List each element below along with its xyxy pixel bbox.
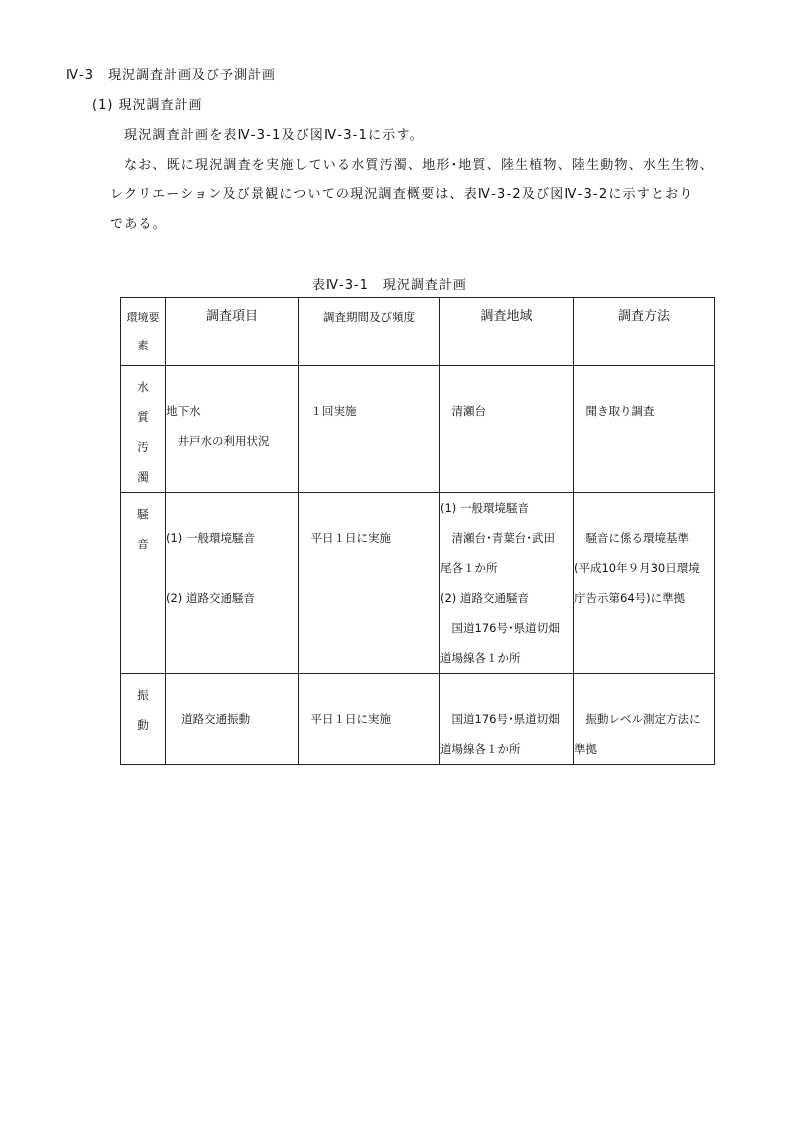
element-char: 振	[137, 688, 149, 702]
cell-line: 平日１日に実施	[299, 531, 391, 545]
cell-line: (2) 道路交通騒音	[166, 591, 255, 605]
cell-line	[166, 674, 298, 704]
paragraph-line: なお、既に現況調査を実施している水質汚濁、地形･地質、陸生植物、陸生動物、水生生物、	[124, 158, 714, 173]
cell-line	[299, 456, 439, 486]
cell-line: 騒音に係る環境基準	[574, 531, 689, 545]
cell-line: 振動レベル測定方法に	[574, 712, 701, 726]
header-item: 調査項目	[166, 298, 299, 366]
cell-line	[574, 643, 714, 673]
header-element	[121, 298, 166, 366]
table-row	[121, 674, 715, 765]
cell-line: 道場線各１か所	[440, 742, 521, 756]
cell-line	[166, 734, 298, 764]
cell-line: (平成10年９月30日環境	[574, 561, 700, 575]
cell-element	[121, 493, 166, 674]
cell-area	[440, 674, 574, 765]
cell-line	[299, 553, 439, 583]
cell-line	[299, 734, 439, 764]
cell-item	[166, 366, 299, 493]
cell-line	[299, 613, 439, 643]
cell-line: 地下水	[166, 404, 201, 418]
cell-line: 庁告示第64号)に準拠	[574, 591, 686, 605]
cell-item	[166, 493, 299, 674]
header-method: 調査方法	[574, 298, 715, 366]
cell-line	[166, 456, 298, 486]
cell-line: (1) 一般環境騒音	[166, 531, 255, 545]
cell-line: (1) 一般環境騒音	[440, 501, 529, 515]
header-element-line: 環境要	[126, 311, 160, 324]
element-char: 動	[137, 718, 149, 732]
cell-line	[574, 426, 714, 456]
cell-line: 道場線各１か所	[440, 651, 521, 665]
cell-element	[121, 674, 166, 765]
cell-line	[574, 456, 714, 486]
cell-line: 平日１日に実施	[299, 712, 391, 726]
cell-line: 聞き取り調査	[574, 404, 655, 418]
cell-line: (2) 道路交通騒音	[440, 591, 529, 605]
section-heading: Ⅳ-3 現況調査計画及び予測計画	[66, 68, 276, 83]
cell-line	[166, 493, 298, 523]
cell-line: 井戸水の利用状況	[166, 434, 270, 448]
header-period: 調査期間及び頻度	[299, 298, 440, 366]
cell-line	[574, 493, 714, 523]
paragraph-line: 現況調査計画を表Ⅳ-3-1及び図Ⅳ-3-1に示す。	[124, 128, 424, 143]
cell-item	[166, 674, 299, 765]
cell-period	[299, 366, 440, 493]
cell-line: 清瀬台	[440, 404, 486, 418]
cell-line	[440, 456, 573, 486]
cell-line	[299, 643, 439, 673]
cell-line	[299, 583, 439, 613]
cell-method	[574, 366, 715, 493]
header-area: 調査地域	[440, 298, 574, 366]
header-element-line: 素	[137, 339, 149, 352]
cell-element	[121, 366, 166, 493]
cell-line	[166, 613, 298, 643]
element-char: 音	[137, 537, 149, 551]
sub-heading: (1) 現況調査計画	[92, 98, 203, 113]
cell-line	[299, 493, 439, 523]
cell-line	[166, 643, 298, 673]
cell-line: 国道176号･県道切畑	[440, 712, 560, 726]
cell-line: 道路交通振動	[166, 712, 251, 726]
cell-line	[574, 674, 714, 704]
cell-area	[440, 493, 574, 674]
cell-line: 尾各１か所	[440, 561, 498, 575]
cell-line	[440, 366, 573, 396]
cell-line: １回実施	[299, 404, 357, 418]
cell-line	[440, 426, 573, 456]
survey-plan-table	[120, 297, 715, 765]
cell-line	[166, 366, 298, 396]
cell-line	[440, 674, 573, 704]
paragraph-line: レクリエーション及び景観についての現況調査概要は、表Ⅳ-3-2及び図Ⅳ-3-2に示すとおり	[110, 187, 694, 202]
cell-line	[299, 674, 439, 704]
cell-line	[299, 366, 439, 396]
element-char: 汚	[137, 440, 149, 454]
paragraph-line: である。	[110, 217, 167, 232]
table-row	[121, 493, 715, 674]
cell-line	[574, 613, 714, 643]
cell-line	[166, 553, 298, 583]
element-char: 質	[137, 410, 149, 424]
cell-period	[299, 493, 440, 674]
cell-line	[299, 426, 439, 456]
element-char: 騒	[137, 507, 149, 521]
cell-method	[574, 674, 715, 765]
cell-line: 準拠	[574, 742, 597, 756]
cell-line	[574, 366, 714, 396]
element-char: 水	[137, 380, 149, 394]
table-header-row	[121, 298, 715, 366]
cell-period	[299, 674, 440, 765]
table-caption: 表Ⅳ-3-1 現況調査計画	[312, 278, 467, 293]
cell-line: 清瀬台･青葉台･武田	[440, 531, 555, 545]
cell-line: 国道176号･県道切畑	[440, 621, 560, 635]
element-char: 濁	[137, 470, 149, 484]
cell-area	[440, 366, 574, 493]
cell-method	[574, 493, 715, 674]
table-row	[121, 366, 715, 493]
